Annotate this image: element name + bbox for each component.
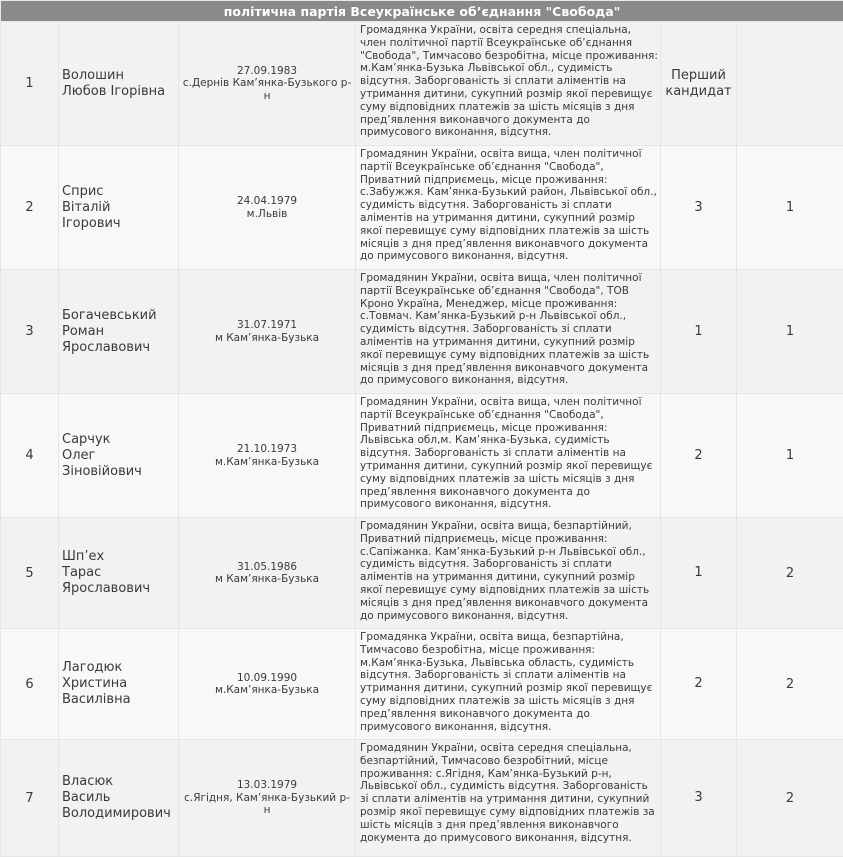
name-line: Тарас (62, 565, 178, 581)
candidate-name (59, 629, 179, 740)
candidate-number: 7 (1, 740, 59, 857)
candidate-number: 2 (1, 146, 59, 270)
name-line: Зіновійович (62, 464, 178, 480)
name-line: Шп’ех (62, 549, 178, 565)
candidate-info: Громадянин України, освіта вища, член політичної партії Всеукраїнське об’єднання "Свобода", Приватний підприємець, місце проживання: с.Забужжя. Кам’янка-Бузький район, Львівської обл., судимість відсутня. Заборгованість зі сплати аліментів на утримання дитини, сукупний розмір якої перевищує суму відповідних платежів за шість місяців з дня пред’явлення виконавчого документа до примусового виконання, відсутня. (356, 146, 661, 270)
candidate-name (59, 22, 179, 146)
candidate-birth (179, 740, 356, 857)
candidate-name (59, 740, 179, 857)
name-line: Ігорович (62, 216, 178, 232)
candidate-position: Перший кандидат (661, 22, 737, 146)
candidate-birth (179, 146, 356, 270)
candidate-number: 5 (1, 518, 59, 629)
name-line: Володимирович (62, 806, 178, 822)
name-line: Власюк (62, 774, 178, 790)
table-row (1, 146, 843, 270)
candidate-name (59, 146, 179, 270)
candidate-district: 1 (737, 394, 843, 518)
candidate-info: Громадянка України, освіта вища, безпартійна, Тимчасово безробітна, місце проживання: м.Кам’янка-Бузька, Львівська область, судимість відсутня. Заборгованість зі сплати аліментів на утримання дитини, сукупний розмір якої перевищує суму відповідних платежів за шість місяців з дня пред’явлення виконавчого документа до примусового виконання, відсутня. (356, 629, 661, 740)
table-row (1, 270, 843, 394)
birth-place: с.Дернів Кам’янка-Бузького р-н (182, 77, 352, 102)
birth-date: 10.09.1990 (182, 672, 352, 685)
name-line: Ярославович (62, 340, 178, 356)
table-row (1, 518, 843, 629)
name-line: Христина (62, 676, 178, 692)
candidate-name (59, 518, 179, 629)
birth-date: 13.03.1979 (182, 779, 352, 792)
candidate-position: 2 (661, 629, 737, 740)
name-line: Віталій (62, 200, 178, 216)
candidate-info: Громадянин України, освіта середня спеціальна, безпартійний, Тимчасово безробітний, місце проживання: с.Ягідня, Кам’янка-Бузький р-н, Львівської обл., судимість відсутня. Заборгованість зі сплати аліментів на утримання дитини, сукупний розмір якої перевищує суму відповідних платежів за шість місяців з дня пред’явлення виконавчого документа до примусового виконання, відсутня. (356, 740, 661, 857)
candidate-position: 3 (661, 146, 737, 270)
candidate-birth (179, 22, 356, 146)
candidate-number: 6 (1, 629, 59, 740)
name-line: Роман (62, 324, 178, 340)
table-row (1, 629, 843, 740)
candidate-district: 1 (737, 146, 843, 270)
candidate-birth (179, 270, 356, 394)
candidate-info: Громадянин України, освіта вища, член політичної партії Всеукраїнське об’єднання "Свобода", ТОВ Кроно Україна, Менеджер, місце проживання: с.Товмач. Кам’янка-Бузький р-н Львівської обл., судимість відсутня. Заборгованість зі сплати аліментів на утримання дитини, сукупний розмір якої перевищує суму відповідних платежів за шість місяців з дня пред’явлення виконавчого документа до примусового виконання, відсутня. (356, 270, 661, 394)
candidate-district: 2 (737, 740, 843, 857)
table-row (1, 740, 843, 857)
name-line: Олег (62, 448, 178, 464)
birth-date: 31.07.1971 (182, 319, 352, 332)
name-line: Ярославович (62, 581, 178, 597)
name-line: Лагодюк (62, 660, 178, 676)
name-line: Василь (62, 790, 178, 806)
candidate-district (737, 22, 843, 146)
table-row (1, 22, 843, 146)
candidate-district: 1 (737, 270, 843, 394)
candidate-number: 4 (1, 394, 59, 518)
candidate-number: 3 (1, 270, 59, 394)
birth-date: 21.10.1973 (182, 443, 352, 456)
candidate-position: 2 (661, 394, 737, 518)
candidate-birth (179, 518, 356, 629)
candidate-position: 1 (661, 518, 737, 629)
birth-place: м.Кам’янка-Бузька (182, 684, 352, 697)
birth-place: м.Львів (182, 208, 352, 221)
candidate-info: Громадянка України, освіта середня спеціальна, член політичної партії Всеукраїнське об’єднання "Свобода", Тимчасово безробітна, місце проживання: м.Кам’янка-Бузька Львівської обл., судимість відсутня. Заборгованість зі сплати аліментів на утримання дитини, сукупний розмір якої перевищує суму відповідних платежів за шість місяців з дня пред’явлення виконавчого документа до примусового виконання, відсутня. (356, 22, 661, 146)
candidate-name (59, 394, 179, 518)
name-line: Сприс (62, 184, 178, 200)
candidate-district: 2 (737, 518, 843, 629)
candidate-name (59, 270, 179, 394)
birth-date: 24.04.1979 (182, 195, 352, 208)
birth-place: м Кам’янка-Бузька (182, 332, 352, 345)
birth-date: 27.09.1983 (182, 65, 352, 78)
birth-place: м Кам’янка-Бузька (182, 573, 352, 586)
name-line: Богачевський (62, 308, 178, 324)
party-header: політична партія Всеукраїнське об’єднання "Свобода" (1, 1, 843, 22)
birth-date: 31.05.1986 (182, 561, 352, 574)
candidate-number: 1 (1, 22, 59, 146)
candidate-position: 3 (661, 740, 737, 857)
candidate-info: Громадянин України, освіта вища, член політичної партії Всеукраїнське об’єднання "Свобода", Приватний підприємець, місце проживання: Львівська обл,м. Кам’янка-Бузька, судимість відсутня. Заборгованість зі сплати аліментів на утримання дитини, сукупний розмір якої перевищує суму відповідних платежів за шість місяців з дня пред’явлення виконавчого документа до примусового виконання, відсутня. (356, 394, 661, 518)
table-row (1, 394, 843, 518)
candidate-info: Громадянин України, освіта вища, безпартійний, Приватний підприємець, місце проживання: с.Сапіжанка. Кам’янка-Бузький р-н Львівської обл., судимість відсутня. Заборгованість зі сплати аліментів на утримання дитини, сукупний розмір якої перевищує суму відповідних платежів за шість місяців з дня пред’явлення виконавчого документа до примусового виконання, відсутня. (356, 518, 661, 629)
birth-place: м.Кам’янка-Бузька (182, 456, 352, 469)
candidate-position: 1 (661, 270, 737, 394)
name-line: Любов Ігорівна (62, 84, 178, 100)
name-line: Сарчук (62, 432, 178, 448)
birth-place: с.Ягідня, Кам’янка-Бузький р-н (182, 792, 352, 817)
candidate-birth (179, 394, 356, 518)
name-line: Василівна (62, 692, 178, 708)
candidate-birth (179, 629, 356, 740)
name-line: Волошин (62, 68, 178, 84)
candidate-district: 2 (737, 629, 843, 740)
